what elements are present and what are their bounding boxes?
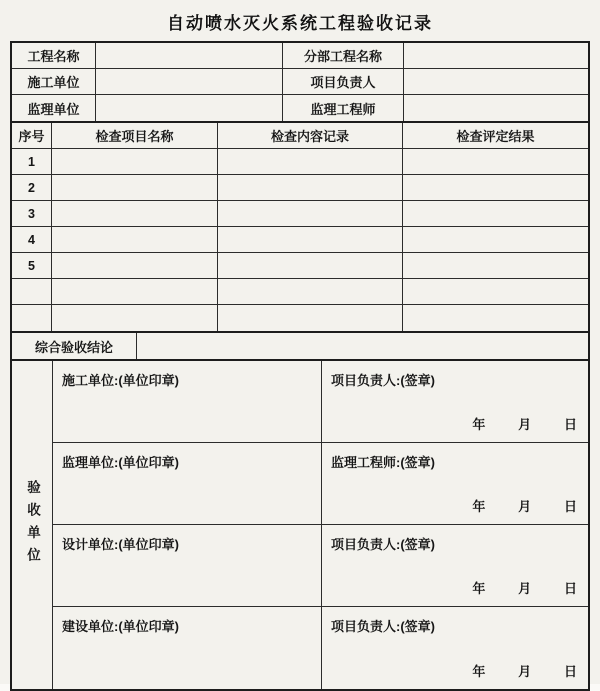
label-project-manager: 项目负责人: [283, 69, 404, 95]
acceptance-unit-side-label: [12, 361, 53, 689]
label-supervision-engineer: 监理工程师: [283, 95, 404, 121]
supervision-unit-seal-cell: 监理单位:(单位印章): [53, 443, 322, 525]
row-item: [52, 201, 218, 227]
row-record: [218, 175, 403, 201]
acceptance-unit-side-label-text: 验收单位: [25, 480, 40, 570]
signer-label: 项目负责人:(签章): [331, 619, 435, 634]
label-construction-unit: 施工单位: [12, 69, 96, 95]
project-info-section: [12, 43, 588, 121]
value-supervision-engineer: [404, 95, 588, 121]
row-item: [52, 149, 218, 175]
row-item: [52, 175, 218, 201]
row-no: [12, 305, 52, 331]
column-header-item: 检查项目名称: [52, 123, 218, 149]
owner-unit-seal-cell: 建设单位:(单位印章): [53, 607, 322, 689]
row-result: [403, 227, 588, 253]
value-subproject-name: [404, 43, 588, 69]
row-no: 4: [12, 227, 52, 253]
date-line: 年 月 日: [472, 417, 578, 432]
row-result: [403, 253, 588, 279]
row-no: 5: [12, 253, 52, 279]
acceptance-record-table: [10, 41, 590, 691]
row-result: [403, 175, 588, 201]
row-record: [218, 201, 403, 227]
row-item: [52, 253, 218, 279]
row-item: [52, 279, 218, 305]
row-result: [403, 149, 588, 175]
row-record: [218, 227, 403, 253]
value-construction-unit: [96, 69, 283, 95]
date-line: 年 月 日: [472, 581, 578, 596]
row-record: [218, 279, 403, 305]
supervision-signer-cell: [322, 443, 588, 525]
value-project-name: [96, 43, 283, 69]
row-item: [52, 227, 218, 253]
row-result: [403, 201, 588, 227]
design-signer-cell: [322, 525, 588, 607]
column-header-record: 检查内容记录: [218, 123, 403, 149]
owner-signer-cell: [322, 607, 588, 689]
label-project-name: 工程名称: [12, 43, 96, 69]
conclusion-label: 综合验收结论: [12, 333, 137, 359]
row-result: [403, 305, 588, 331]
row-record: [218, 149, 403, 175]
row-no: 1: [12, 149, 52, 175]
conclusion-value: [137, 333, 588, 359]
row-item: [52, 305, 218, 331]
acceptance-signatures-section: [12, 359, 588, 689]
value-project-manager: [404, 69, 588, 95]
row-result: [403, 279, 588, 305]
row-no: [12, 279, 52, 305]
checklist-section: [12, 121, 588, 331]
column-header-no: 序号: [12, 123, 52, 149]
signer-label: 项目负责人:(签章): [331, 537, 435, 552]
column-header-result: 检查评定结果: [403, 123, 588, 149]
form-title: 自动喷水灭火系统工程验收记录: [167, 14, 433, 33]
construction-unit-seal-cell: 施工单位:(单位印章): [53, 361, 322, 443]
design-unit-seal-cell: 设计单位:(单位印章): [53, 525, 322, 607]
conclusion-section: [12, 331, 588, 359]
row-record: [218, 253, 403, 279]
row-no: 2: [12, 175, 52, 201]
date-line: 年 月 日: [472, 664, 578, 679]
label-supervision-unit: 监理单位: [12, 95, 96, 121]
value-supervision-unit: [96, 95, 283, 121]
row-record: [218, 305, 403, 331]
date-line: 年 月 日: [472, 499, 578, 514]
signer-label: 监理工程师:(签章): [331, 455, 435, 470]
signer-label: 项目负责人:(签章): [331, 373, 435, 388]
label-subproject-name: 分部工程名称: [283, 43, 404, 69]
construction-signer-cell: [322, 361, 588, 443]
row-no: 3: [12, 201, 52, 227]
